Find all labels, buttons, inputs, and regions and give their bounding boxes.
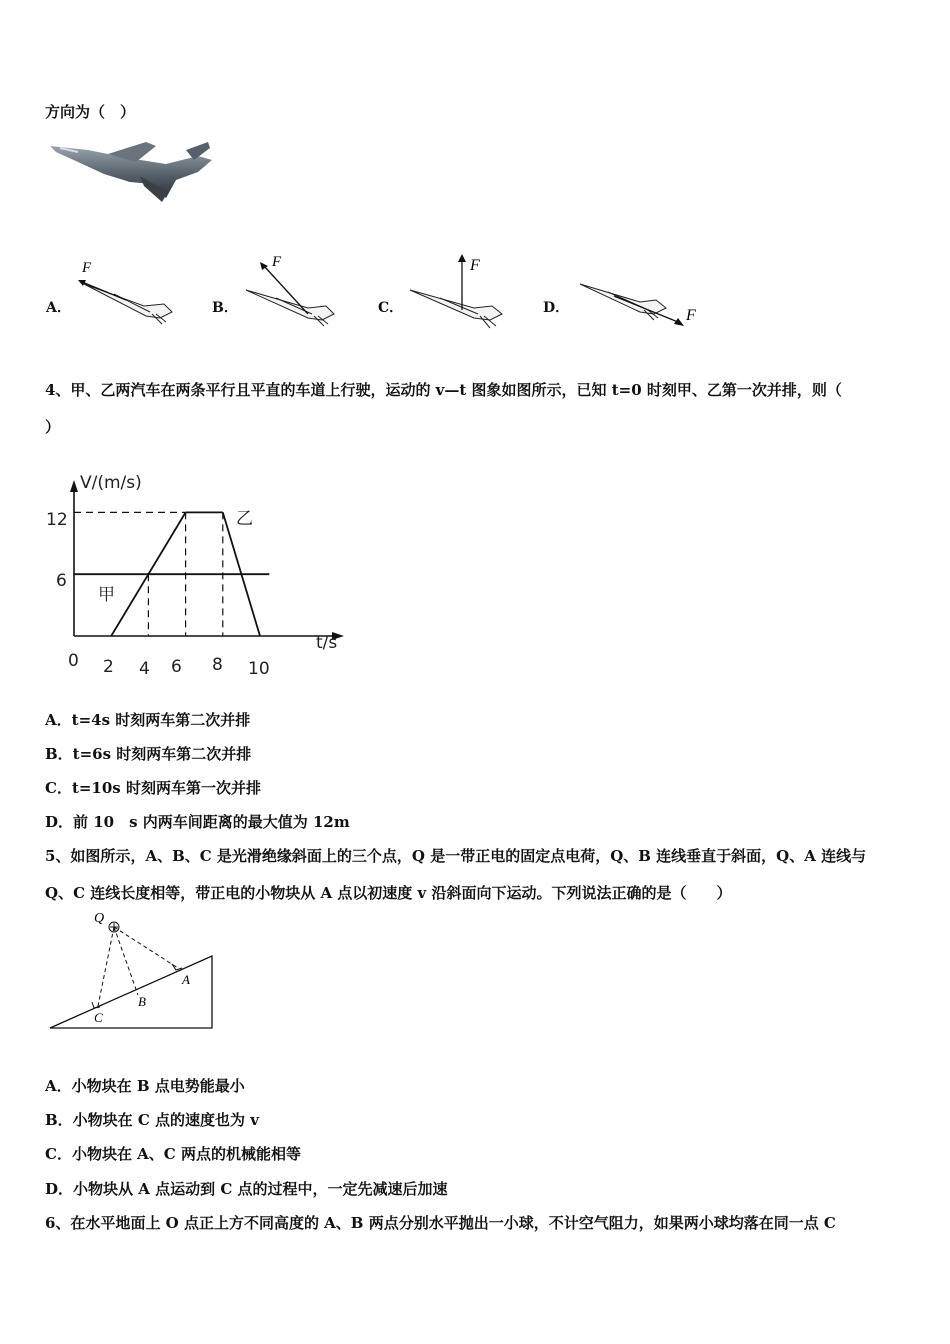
y-axis-label: V/(m/s) [80,473,142,493]
label-q: Q [94,911,105,926]
q3-option-c-label: C． [378,300,404,316]
label-c: C [94,1010,103,1025]
q5-stem-line2: Q、C 连线长度相等，带正电的小物块从 A 点以初速度 v 沿斜面向下运动。下列说法正确的是（ ） [45,884,732,902]
y-axis-arrow [70,480,78,492]
x-tick-10: 10 [248,659,270,679]
q4-option-a: A．t=4s 时刻两车第二次并排 [45,711,251,729]
q5-option-a: A．小物块在 B 点电势能最小 [45,1077,245,1095]
label-jia: 甲 [98,585,115,605]
q3-c-force-label: F [470,257,480,274]
y-tick-6: 6 [56,571,67,591]
line-qa [114,927,178,968]
label-b: B [138,994,146,1009]
q4-option-d: D．前 10 s 内两车间距离的最大值为 12m [45,813,350,831]
x-tick-6: 6 [171,657,182,677]
jet-photo [48,136,216,208]
q4-option-b: B．t=6s 时刻两车第二次并排 [45,745,252,763]
x-tick-4: 4 [139,659,150,679]
q3-a-force-label: F [82,260,92,276]
q3-stem-tail: 方向为（ ） [45,103,136,121]
q3-option-a-figure [74,256,180,332]
q3-option-d-label: D． [543,300,570,316]
q3-option-d-figure [574,272,704,338]
q3-option-b-figure [238,250,344,332]
q3-d-force-label: F [686,307,696,324]
q5-option-c: C．小物块在 A、C 两点的机械能相等 [45,1145,301,1163]
q3-option-c-figure [404,250,514,334]
label-a: A [182,972,190,987]
q4-stem-line1: 4、甲、乙两汽车在两条平行且平直的车道上行驶，运动的 v—t 图象如图所示，已知 t=0 时刻甲、乙第一次并排，则（ [45,381,842,399]
q5-stem-line1: 5、如图所示，A、B、C 是光滑绝缘斜面上的三个点，Q 是一带正电的固定点电荷，Q、B 连线垂直于斜面，Q、A 连线与 [45,847,867,865]
x-tick-8: 8 [212,655,223,675]
incline-figure [46,910,218,1034]
x-axis-label: t/s [316,633,338,653]
line-qb [114,927,138,995]
incline [50,956,212,1028]
q4-option-c: C．t=10s 时刻两车第一次并排 [45,779,261,797]
q4-stem-line2: ） [45,418,61,436]
q6-stem-line1: 6、在水平地面上 O 点正上方不同高度的 A、B 两点分别水平抛出一小球，不计空气阻力，如果两小球均落在同一点 C [45,1214,836,1232]
q3-b-force-label: F [272,254,282,270]
x-tick-0: 0 [68,651,79,671]
line-qc [98,927,114,1006]
label-yi: 乙 [236,509,253,529]
x-tick-2: 2 [103,657,114,677]
q3-option-a-label: A． [46,300,71,316]
y-tick-12: 12 [46,510,68,530]
q3-option-b-label: B． [212,300,238,316]
vt-graph [40,462,360,684]
q5-option-d: D．小物块从 A 点运动到 C 点的过程中，一定先减速后加速 [45,1180,448,1198]
q5-option-b: B．小物块在 C 点的速度也为 v [45,1111,260,1129]
